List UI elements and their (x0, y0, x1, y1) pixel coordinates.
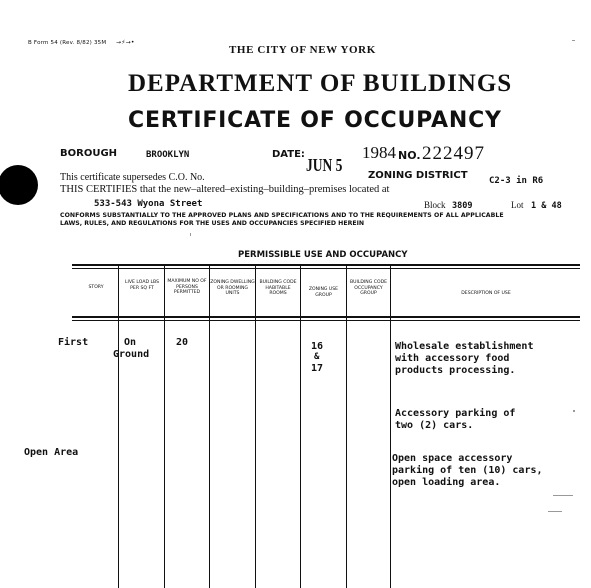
column-header-description: DESCRIPTION OF USE (461, 291, 511, 296)
certificate-number: 222497 (422, 143, 485, 164)
city-name: THE CITY OF NEW YORK (229, 44, 376, 56)
date-label: DATE: (272, 149, 305, 160)
story-first: First (58, 337, 89, 348)
punch-hole (0, 165, 38, 205)
column-header-story: STORY (88, 285, 104, 290)
scan-speck (553, 495, 573, 496)
use-group-line-2: & (314, 352, 320, 362)
description-line: products processing. (395, 365, 516, 376)
table-top-rule-2 (72, 268, 580, 269)
block-label: Block (424, 200, 446, 210)
borough-value: BROOKLYN (146, 150, 190, 160)
column-header-habitable-rooms: BUILDING CODE HABITABLE ROOMS (259, 280, 297, 296)
scan-speck (190, 233, 191, 236)
live-load-line-2: Ground (113, 349, 150, 360)
column-header-live-load: LIVE LOAD LBS PER SQ FT (124, 280, 160, 291)
lot-value: 1 & 48 (531, 201, 562, 211)
description-line: Accessory parking of (395, 408, 516, 419)
lot-label: Lot (511, 200, 524, 210)
column-divider (390, 266, 391, 588)
column-divider (118, 266, 119, 588)
address: 533-543 Wyona Street (94, 199, 203, 209)
form-mark: →⚡→• (116, 39, 135, 46)
zoning-label: ZONING DISTRICT (368, 170, 468, 181)
date-year: 1984 (362, 143, 396, 162)
description-line: Wholesale establishment (395, 341, 534, 352)
zoning-value: C2-3 in R6 (489, 176, 544, 186)
scan-speck (572, 40, 575, 41)
live-load-line-1: On (124, 337, 137, 348)
description-line: two (2) cars. (395, 420, 474, 431)
description-line: parking of ten (10) cars, (392, 465, 543, 476)
use-group-line-1: 16 (311, 341, 324, 352)
department-title: DEPARTMENT OF BUILDINGS (128, 70, 513, 97)
conforms-line-2: LAWS, RULES, AND REGULATIONS FOR THE USES AND OCCUPANCIES SPECIFIED HEREIN (60, 220, 365, 227)
supersedes-text: This certificate supersedes C.O. No. (60, 172, 205, 183)
max-persons-value: 20 (176, 337, 189, 348)
description-line: Open space accessory (392, 453, 513, 464)
description-line: open loading area. (392, 477, 501, 488)
date-month: JUN 5 (306, 155, 343, 175)
table-top-rule (72, 264, 580, 266)
use-group-line-3: 17 (311, 363, 324, 374)
column-divider (300, 266, 301, 588)
borough-label: BOROUGH (60, 148, 118, 159)
form-number: B Form 54 (Rev. 8/82) 35M (28, 40, 107, 46)
certifies-text: THIS CERTIFIES that the new–altered–existing–building–premises located at (60, 184, 390, 195)
column-header-dwelling-units: ZONING DWELLING OR ROOMING UNITS (210, 280, 255, 296)
conforms-line-1: CONFORMS SUBSTANTIALLY TO THE APPROVED PLANS AND SPECIFICATIONS AND TO THE REQUIREMENTS OF ALL APPLICABLE (60, 212, 504, 219)
column-divider (346, 266, 347, 588)
block-value: 3809 (452, 201, 473, 211)
column-divider (255, 266, 256, 588)
column-header-occupancy-group: BUILDING CODE OCCUPANCY GROUP (349, 280, 388, 296)
scan-speck (548, 511, 562, 512)
certificate-title: CERTIFICATE OF OCCUPANCY (128, 108, 502, 133)
column-divider (164, 266, 165, 588)
table-title: PERMISSIBLE USE AND OCCUPANCY (238, 250, 408, 260)
column-header-max-persons: MAXIMUM NO OF PERSONS PERMITTED (167, 279, 207, 295)
table-header-rule (72, 316, 580, 318)
table-header-rule-2 (72, 320, 580, 321)
column-header-use-group: ZONING USE GROUP (308, 287, 339, 298)
story-open-area: Open Area (24, 447, 79, 458)
number-label: NO. (398, 149, 421, 162)
scan-speck (573, 410, 575, 412)
description-line: with accessory food (395, 353, 510, 364)
column-divider (209, 266, 210, 588)
